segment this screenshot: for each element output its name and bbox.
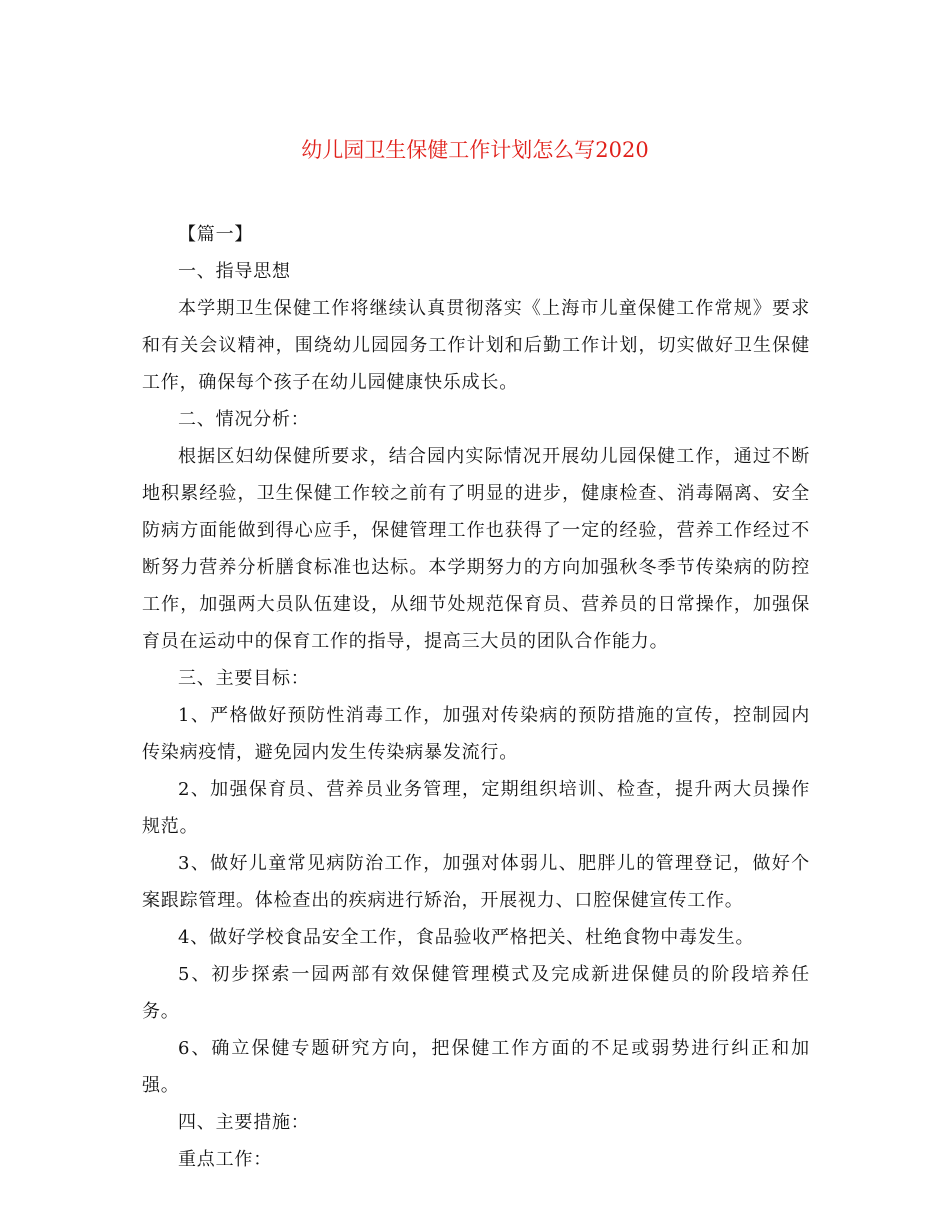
document-title: 幼儿园卫生保健工作计划怎么写2020 xyxy=(301,138,649,162)
goal-item: 2、加强保育员、营养员业务管理，定期组织培训、检查，提升两大员操作规范。 xyxy=(142,779,810,837)
goal-item: 3、做好儿童常见病防治工作，加强对体弱儿、肥胖儿的管理登记，做好个案跟踪管理。体检查出的疾病进行矫治，开展视力、口腔保健宣传工作。 xyxy=(142,853,810,911)
goal-item: 6、确立保健专题研究方向，把保健工作方面的不足或弱势进行纠正和加强。 xyxy=(142,1038,810,1096)
paragraph-section-marker: 【篇一】 xyxy=(178,224,254,245)
document-body xyxy=(142,216,810,1178)
paragraph-situation-analysis: 根据区妇幼保健所要求，结合园内实际情况开展幼儿园保健工作，通过不断地积累经验，卫生保健工作较之前有了明显的进步，健康检查、消毒隔离、安全防病方面能做到得心应手，保健管理工作也获得了一定的经验，营养工作经过不断努力营养分析膳食标准也达标。本学期努力的方向加强秋冬季节传染病的防控工作，加强两大员队伍建设，从细节处规范保育员、营养员的日常操作，加强保育员在运动中的保育工作的指导，提高三大员的团队合作能力。 xyxy=(142,446,810,652)
goal-item: 5、初步探索一园两部有效保健管理模式及完成新进保健员的阶段培养任务。 xyxy=(142,964,810,1022)
heading-guiding-ideology: 一、指导思想 xyxy=(178,261,291,282)
heading-situation-analysis: 二、情况分析： xyxy=(178,409,310,430)
paragraph-guiding-ideology: 本学期卫生保健工作将继续认真贯彻落实《上海市儿童保健工作常规》要求和有关会议精神，围绕幼儿园园务工作计划和后勤工作计划，切实做好卫生保健工作，确保每个孩子在幼儿园健康快乐成长。 xyxy=(142,298,810,393)
heading-main-goals: 三、主要目标： xyxy=(178,668,310,689)
heading-key-work: 重点工作： xyxy=(178,1149,272,1170)
goal-item: 4、做好学校食品安全工作，食品验收严格把关、杜绝食物中毒发生。 xyxy=(178,927,755,948)
goal-item: 1、严格做好预防性消毒工作，加强对传染病的预防措施的宣传，控制园内传染病疫情，避免园内发生传染病暴发流行。 xyxy=(142,705,810,763)
heading-main-measures: 四、主要措施： xyxy=(178,1112,310,1133)
